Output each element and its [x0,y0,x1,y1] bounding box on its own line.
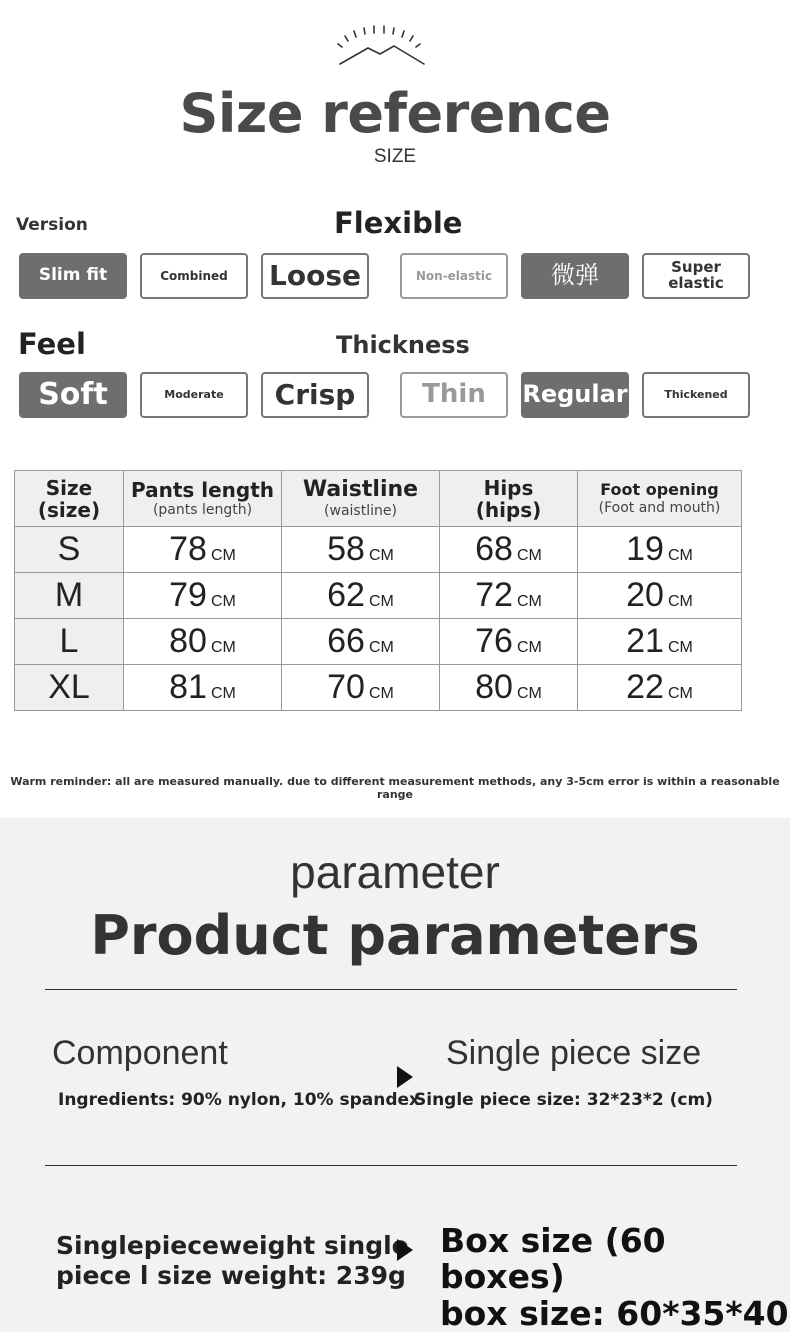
hips-cell [440,573,578,619]
size-cell: M [15,573,124,619]
option-label: Super elastic [668,258,724,292]
value: 76 [475,622,513,660]
unit: CM [516,547,542,564]
header-waistline [282,471,440,527]
component-heading: Component [52,1034,228,1072]
option-label: Non-elastic [415,268,493,283]
table-row [15,527,742,573]
foot-opening-cell [578,665,742,711]
unit: CM [667,547,693,564]
value: 20 [626,576,664,614]
weight-line: piece l size weight: 239g [56,1261,406,1290]
box-line: box size: 60*35*40 [440,1293,789,1332]
table-row [15,573,742,619]
option-label: Loose [269,259,361,293]
version-option-loose[interactable] [261,253,369,299]
unit: CM [368,593,394,610]
header-main: Hips [483,475,534,500]
waistline-cell [282,665,440,711]
header-size [15,471,124,527]
pants-length-cell [124,527,282,573]
size-cell: XL [15,665,124,711]
size-cell: L [15,619,124,665]
value: 21 [626,622,664,660]
thickness-option-regular[interactable] [521,372,629,418]
header-pants-length [124,471,282,527]
foot-opening-cell [578,527,742,573]
unit: CM [210,685,236,702]
foot-opening-cell [578,573,742,619]
page-title: Size reference [179,82,611,145]
header-main: (size) [37,497,101,522]
page-subtitle: SIZE [373,146,417,167]
header-main: Pants length [130,477,275,502]
flexible-option-super-elastic[interactable] [642,253,750,299]
option-label: Thin [422,379,486,410]
unit: CM [210,639,236,656]
unit: CM [210,547,236,564]
header-sub: (pants length) [152,501,253,518]
table-header-row [15,471,742,527]
pants-length-cell [124,665,282,711]
value: 19 [626,530,664,568]
thickness-option-thickened[interactable] [642,372,750,418]
hips-cell [440,619,578,665]
unit: CM [516,639,542,656]
flexible-option-slight-elastic[interactable] [521,253,629,299]
value: 78 [169,530,207,568]
feel-option-soft[interactable] [19,372,127,418]
value: 58 [327,530,365,568]
value: 70 [327,668,365,706]
size-cell: S [15,527,124,573]
option-label: Crisp [274,378,356,412]
unit: CM [667,639,693,656]
parameters-title: Product parameters [90,904,700,967]
table-row [15,665,742,711]
header-sub: (waistline) [324,502,397,519]
pants-length-cell [124,573,282,619]
arrow-right-icon [397,1239,413,1261]
foot-opening-cell [578,619,742,665]
component-text: Ingredients: 90% nylon, 10% spandex [58,1090,421,1110]
waistline-cell [282,527,440,573]
weight-line: Singlepieceweight single [56,1231,409,1260]
waistline-cell [282,573,440,619]
version-label: Version [16,215,88,235]
option-label: Combined [160,268,228,283]
header-main: Foot opening [600,480,719,499]
value: 68 [475,530,513,568]
warm-reminder: Warm reminder: all are measured manually. due to different measurement methods, any 3-5cm error is within a reasonable range [10,775,780,801]
divider [45,989,737,990]
unit: CM [368,639,394,656]
value: 80 [169,622,207,660]
option-label: Regular [522,380,628,409]
unit: CM [516,685,542,702]
divider [45,1165,737,1166]
value: 66 [327,622,365,660]
hips-cell [440,527,578,573]
feel-option-moderate[interactable] [140,372,248,418]
option-label: Moderate [164,388,224,402]
unit: CM [667,685,693,702]
option-label: Slim fit [38,265,108,286]
header-main: Waistline [302,476,419,502]
value: 81 [169,668,207,706]
weight-text [56,1231,409,1291]
version-option-combined[interactable] [140,253,248,299]
size-table [14,470,742,711]
feel-label: Feel [18,327,86,361]
table-row [15,619,742,665]
unit: CM [210,593,236,610]
box-size-text [440,1223,790,1332]
unit: CM [667,593,693,610]
option-label: Soft [38,377,108,413]
pants-length-cell [124,619,282,665]
flexible-option-non-elastic[interactable] [400,253,508,299]
hips-cell [440,665,578,711]
value: 62 [327,576,365,614]
thickness-label: Thickness [336,331,470,359]
value: 79 [169,576,207,614]
piece-size-text: Single piece size: 32*23*2 (cm) [414,1090,713,1110]
header-main: Size [45,475,93,500]
sunrise-mountain-icon [330,22,430,70]
header-foot-opening [578,471,742,527]
box-line: Box size (60 boxes) [440,1221,666,1297]
unit: CM [368,685,394,702]
thickness-option-thin[interactable] [400,372,508,418]
option-label: 微弹 [551,261,599,290]
header-hips [440,471,578,527]
parameters-subtitle: parameter [290,846,500,898]
version-option-slim-fit[interactable] [19,253,127,299]
arrow-right-icon [397,1066,413,1088]
waistline-cell [282,619,440,665]
feel-option-crisp[interactable] [261,372,369,418]
piece-size-heading: Single piece size [446,1034,702,1072]
value: 80 [475,668,513,706]
unit: CM [516,593,542,610]
unit: CM [368,547,394,564]
header-main: (hips) [475,497,542,522]
option-label: Thickened [664,388,728,402]
flexible-label: Flexible [334,206,463,240]
value: 72 [475,576,513,614]
value: 22 [626,668,664,706]
header-sub: (Foot and mouth) [598,499,721,516]
